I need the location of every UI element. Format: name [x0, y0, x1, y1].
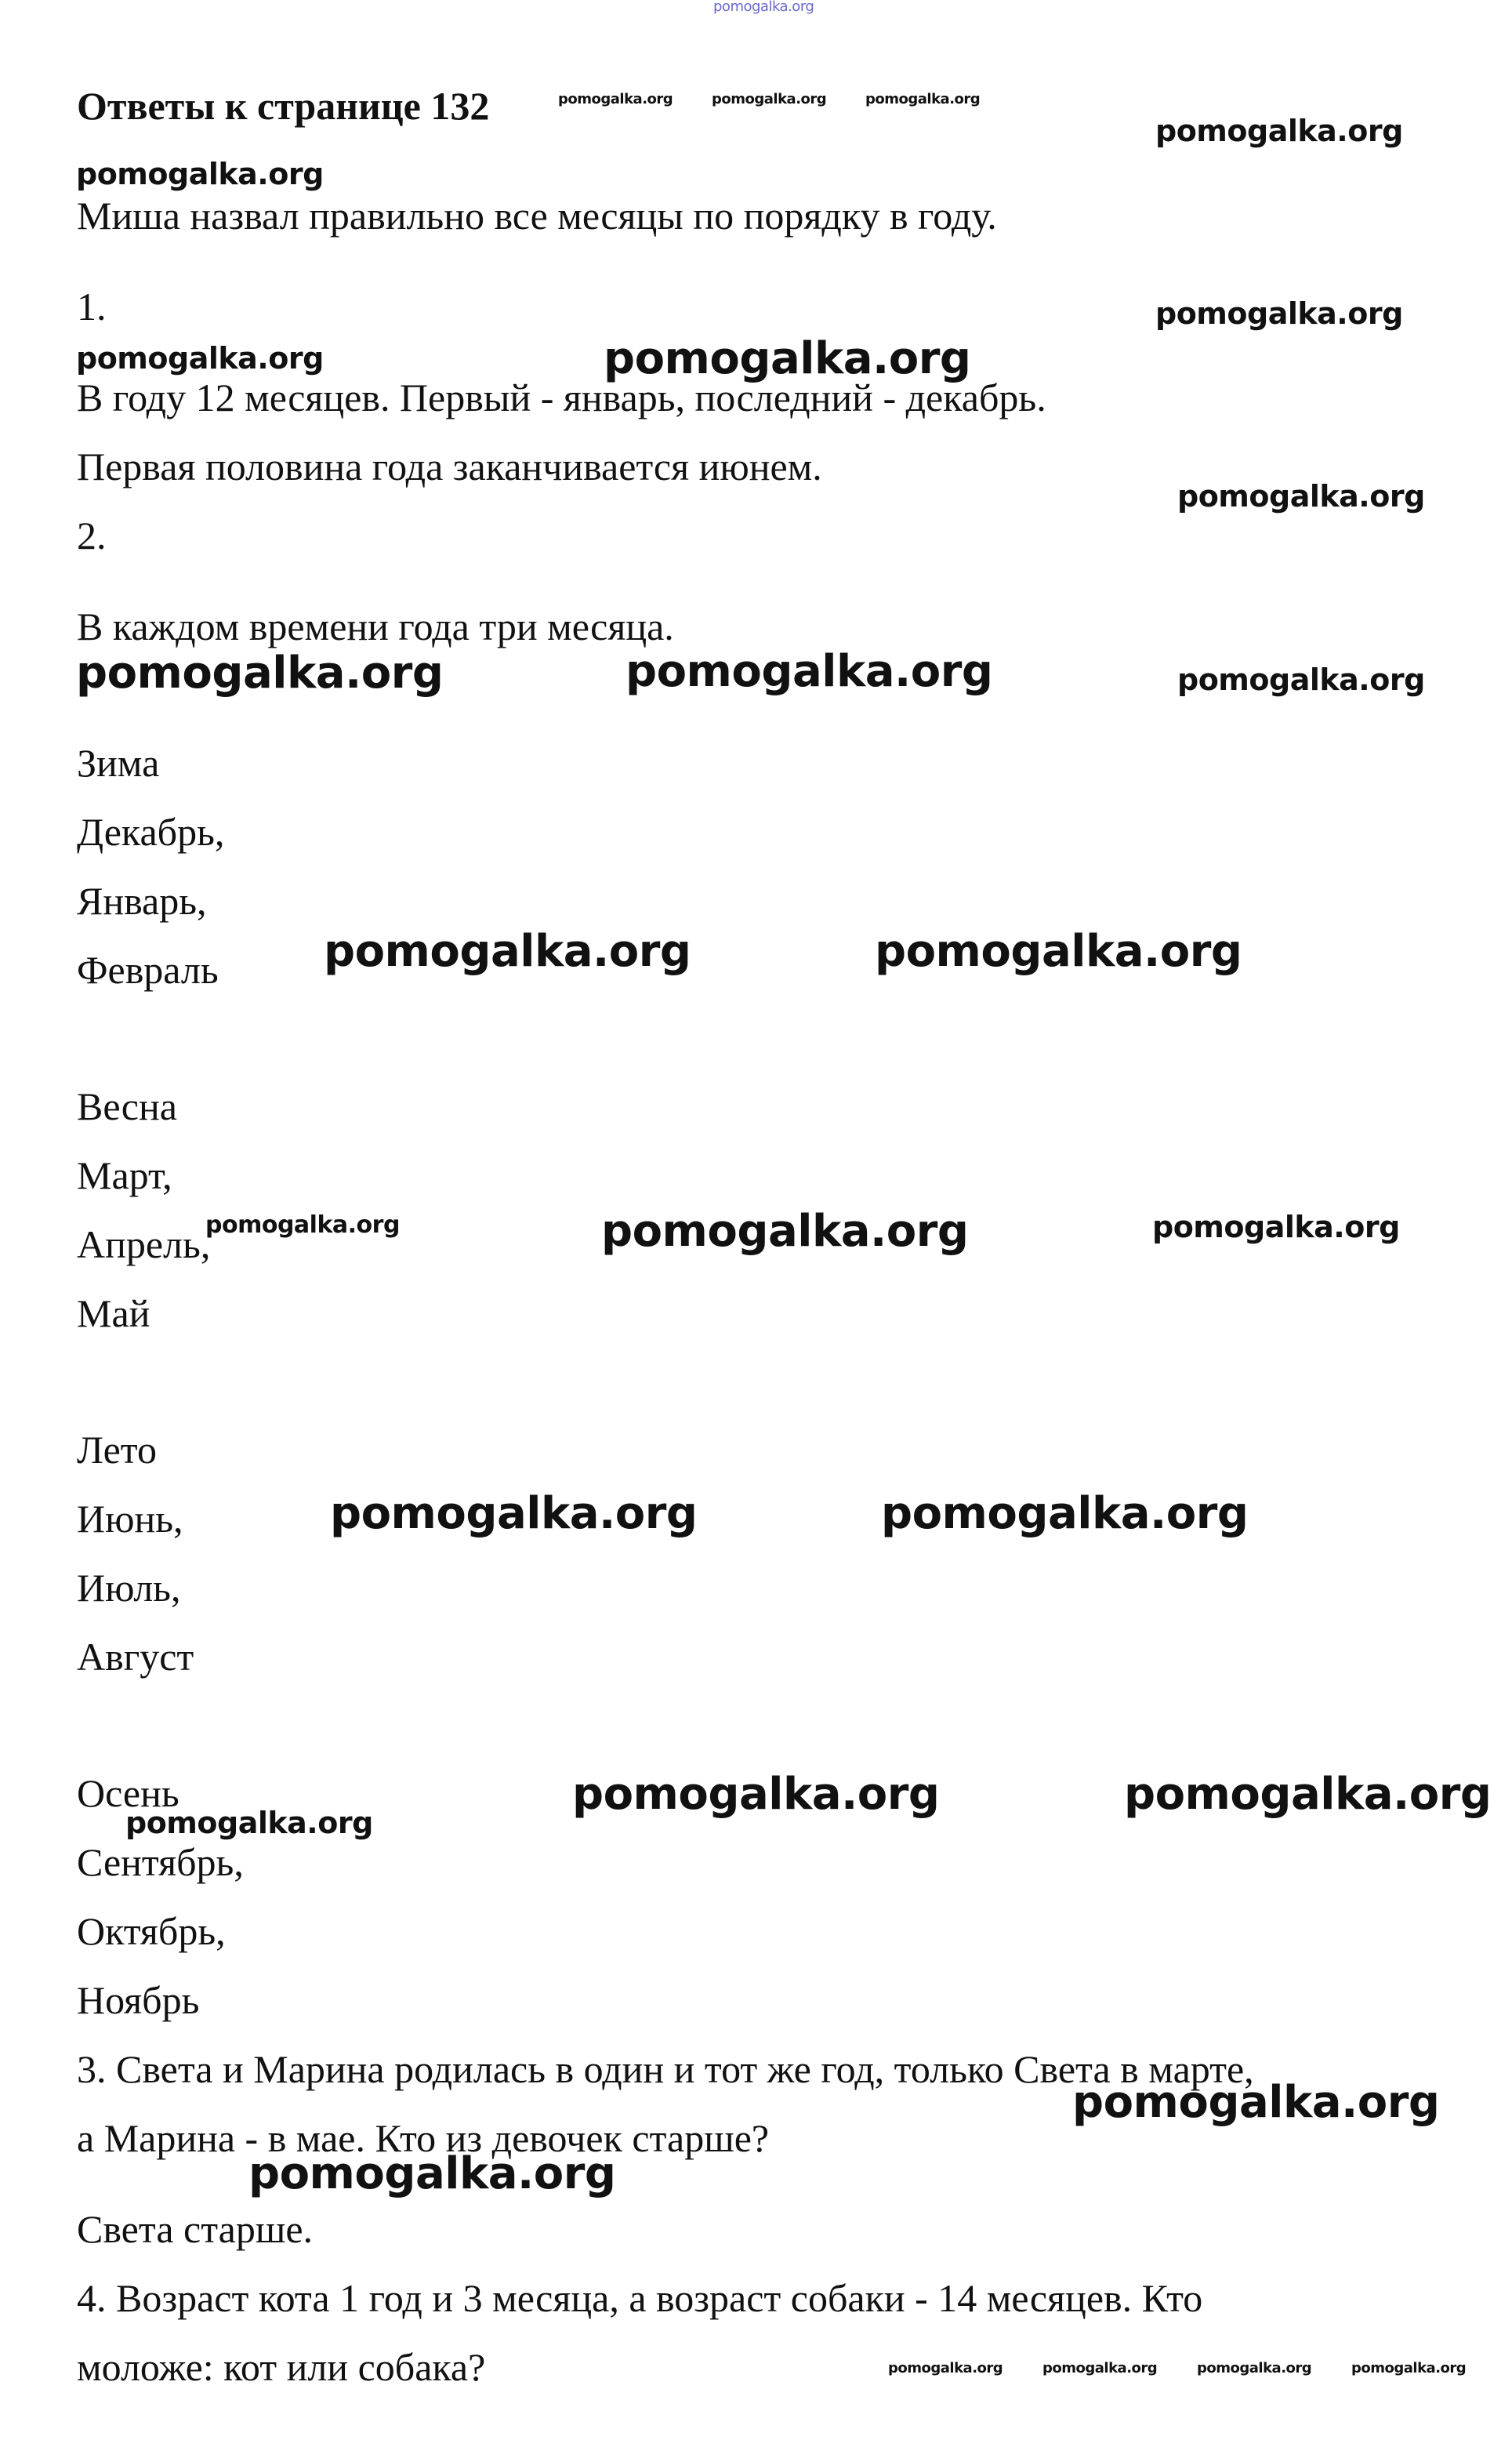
season-heading: Осень — [77, 1771, 179, 1815]
question-line: моложе: кот или собака? — [77, 2345, 486, 2389]
text-line: 1. — [77, 285, 107, 329]
watermark: pomogalka.org — [888, 2360, 1003, 2376]
watermark: pomogalka.org — [1197, 2360, 1312, 2376]
watermark: pomogalka.org — [330, 1488, 698, 1539]
text-line: 2. — [77, 514, 107, 557]
month-item: Февраль — [77, 948, 219, 992]
watermark: pomogalka.org — [713, 0, 814, 15]
answer-line: Света старше. — [77, 2207, 314, 2251]
month-item: Апрель, — [77, 1222, 211, 1266]
month-item: Август — [77, 1635, 194, 1679]
month-item: Октябрь, — [77, 1909, 226, 1953]
watermark: pomogalka.org — [572, 1769, 940, 1820]
text-line: В году 12 месяцев. Первый - январь, последний - декабрь. — [77, 376, 1046, 419]
watermark: pomogalka.org — [558, 91, 673, 107]
watermark: pomogalka.org — [1177, 479, 1425, 514]
month-item: Март, — [77, 1153, 172, 1197]
watermark: pomogalka.org — [1072, 2077, 1440, 2128]
text-line: Миша назвал правильно все месяцы по порядку в году. — [77, 194, 997, 238]
page-title: Ответы к странице 132 — [77, 84, 490, 128]
watermark: pomogalka.org — [1155, 114, 1403, 148]
watermark: pomogalka.org — [1124, 1769, 1492, 1820]
month-item: Июль, — [77, 1566, 181, 1610]
text-line: Первая половина года заканчивается июнем. — [77, 445, 822, 488]
question-line: 4. Возраст кота 1 год и 3 месяца, а возраст собаки - 14 месяцев. Кто — [77, 2276, 1203, 2320]
season-heading: Зима — [77, 741, 160, 785]
month-item: Январь, — [77, 879, 207, 923]
watermark: pomogalka.org — [324, 926, 691, 977]
month-item: Сентябрь, — [77, 1840, 244, 1884]
watermark: pomogalka.org — [712, 91, 827, 107]
season-heading: Лето — [77, 1428, 157, 1472]
watermark: pomogalka.org — [865, 91, 981, 107]
month-item: Июнь, — [77, 1497, 183, 1541]
text-line: В каждом времени года три месяца. — [77, 604, 674, 648]
month-item: Декабрь, — [77, 810, 225, 854]
watermark: pomogalka.org — [125, 1806, 373, 1840]
watermark: pomogalka.org — [875, 926, 1242, 977]
watermark: pomogalka.org — [881, 1488, 1249, 1539]
watermark: pomogalka.org — [1177, 663, 1425, 697]
watermark: pomogalka.org — [601, 1206, 969, 1257]
watermark: pomogalka.org — [205, 1211, 400, 1239]
watermark: pomogalka.org — [625, 646, 993, 697]
question-line: а Марина - в мае. Кто из девочек старше? — [77, 2116, 770, 2160]
watermark: pomogalka.org — [76, 648, 444, 699]
watermark: pomogalka.org — [76, 157, 324, 191]
watermark: pomogalka.org — [1351, 2360, 1467, 2376]
watermark: pomogalka.org — [1042, 2360, 1158, 2376]
watermark: pomogalka.org — [604, 333, 971, 384]
month-item: Ноябрь — [77, 1978, 200, 2022]
season-heading: Весна — [77, 1084, 177, 1128]
question-line: 3. Света и Марина родилась в один и тот же год, только Света в марте, — [77, 2047, 1254, 2091]
month-item: Май — [77, 1291, 150, 1335]
watermark: pomogalka.org — [76, 341, 324, 376]
watermark: pomogalka.org — [248, 2148, 616, 2199]
watermark: pomogalka.org — [1155, 296, 1403, 331]
watermark: pomogalka.org — [1152, 1210, 1400, 1244]
